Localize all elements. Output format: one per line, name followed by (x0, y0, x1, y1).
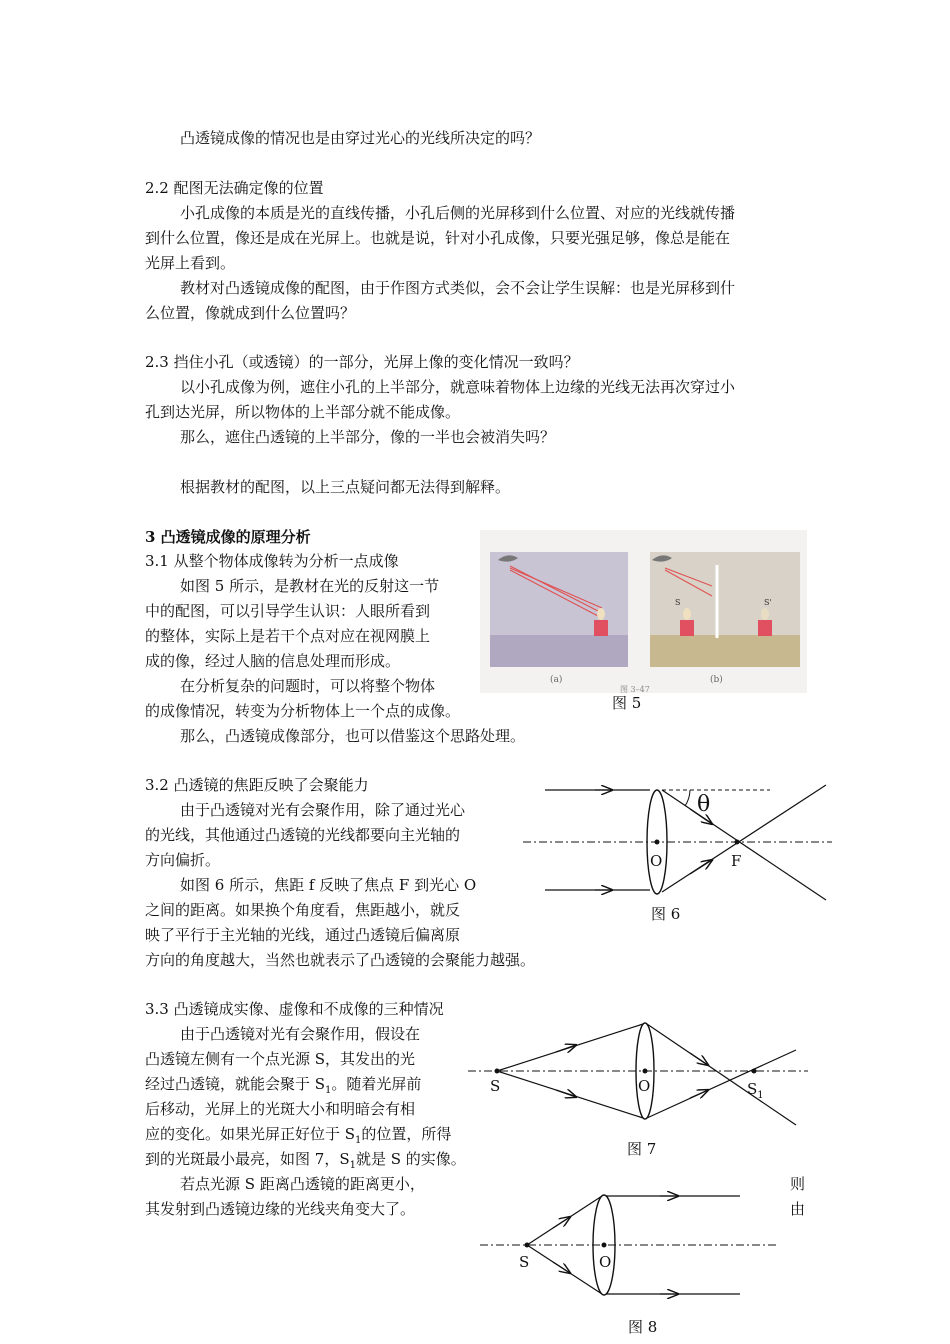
body-text: 由于凸透镜对光有会聚作用，假设在 (180, 1025, 421, 1043)
section-heading-3: 3 凸透镜成像的原理分析 (145, 528, 311, 546)
body-text: 那么，遮住凸透镜的上半部分，像的一半也会被消失吗？ (180, 428, 556, 446)
figure-8-o-label: O (599, 1253, 612, 1271)
body-text: 么位置，像就成到什么位置吗？ (145, 304, 356, 322)
body-text: 凸透镜成像的情况也是由穿过光心的光线所决定的吗？ (180, 129, 541, 147)
figure-7-s-label: S (490, 1077, 501, 1095)
body-text: 如图 5 所示，是教材在光的反射这一节 (180, 577, 440, 595)
body-text: 若点光源 S 距离凸透镜的距离更小， (180, 1175, 425, 1193)
figure-7-o-label: O (638, 1077, 651, 1095)
figure-6-theta: θ (697, 792, 711, 817)
figure-5-caption: 图 5 (612, 694, 642, 712)
body-text: 则 (790, 1175, 806, 1193)
section-heading-3-1: 3.1 从整个物体成像转为分析一点成像 (145, 552, 399, 570)
body-text: 凸透镜左侧有一个点光源 S，其发出的光 (145, 1050, 416, 1068)
figure-6-caption: 图 6 (651, 905, 681, 923)
body-text: 成的像，经过人脑的信息处理而形成。 (145, 652, 401, 670)
body-text: 的整体，实际上是若干个点对应在视网膜上 (145, 627, 431, 645)
figure-7-s1-label: $S_1$ (747, 1080, 764, 1101)
body-text: 教材对凸透镜成像的配图，由于作图方式类似，会不会让学生误解：也是光屏移到什 (180, 279, 736, 297)
figure-5-s-prime-label: S' (764, 598, 772, 607)
figure-5-panel-a-label: (a) (550, 675, 563, 685)
figure-6-f-label: F (731, 852, 742, 870)
body-text: 以小孔成像为例，遮住小孔的上半部分，就意味着物体上边缘的光线无法再次穿过小 (180, 378, 736, 396)
figure-5-panel-b-label: (b) (710, 675, 723, 685)
body-text: 经过凸透镜，就能会聚于 $S_1$。随着光屏前 (145, 1075, 422, 1096)
body-text: 后移动，光屏上的光斑大小和明暗会有相 (145, 1100, 416, 1118)
section-heading-2-2: 2.2 配图无法确定像的位置 (145, 179, 324, 197)
section-heading-3-2: 3.2 凸透镜的焦距反映了会聚能力 (145, 776, 369, 794)
body-text: 之间的距离。如果换个角度看，焦距越小，就反 (145, 901, 461, 919)
figure-5-book-label: 图 3–47 (620, 685, 650, 694)
section-heading-3-3: 3.3 凸透镜成实像、虚像和不成像的三种情况 (145, 1000, 444, 1018)
body-text: 如图 6 所示，焦距 f 反映了焦点 F 到光心 O (180, 876, 477, 894)
body-text: 方向的角度越大，当然也就表示了凸透镜的会聚能力越强。 (145, 951, 536, 969)
body-text: 小孔成像的本质是光的直线传播，小孔后侧的光屏移到什么位置、对应的光线就传播 (180, 204, 736, 222)
body-text: 光屏上看到。 (145, 254, 236, 272)
figure-6-o-label: O (650, 852, 663, 870)
figure-7-caption: 图 7 (627, 1140, 657, 1158)
body-text: 到的光斑最小最亮，如图 7，$S_1$就是 S 的实像。 (145, 1150, 466, 1171)
figure-8-s-label: S (519, 1253, 530, 1271)
body-text: 其发射到凸透镜边缘的光线夹角变大了。 (145, 1200, 416, 1218)
body-text: 方向偏折。 (145, 851, 221, 869)
figure-5-s-label: S (675, 598, 681, 607)
body-text: 孔到达光屏，所以物体的上半部分就不能成像。 (145, 403, 461, 421)
body-text: 由于凸透镜对光有会聚作用，除了通过光心 (180, 801, 466, 819)
figure-8-caption: 图 8 (628, 1318, 658, 1336)
body-text: 那么，凸透镜成像部分，也可以借鉴这个思路处理。 (180, 727, 526, 745)
body-text: 在分析复杂的问题时，可以将整个物体 (180, 677, 436, 695)
body-text: 的光线，其他通过凸透镜的光线都要向主光轴的 (145, 826, 461, 844)
body-text: 根据教材的配图，以上三点疑问都无法得到解释。 (180, 478, 511, 496)
body-text: 应的变化。如果光屏正好位于 $S_1$的位置，所得 (145, 1125, 452, 1146)
section-heading-2-3: 2.3 挡住小孔（或透镜）的一部分，光屏上像的变化情况一致吗？ (145, 353, 579, 371)
body-text: 中的配图，可以引导学生认识：人眼所看到 (145, 602, 431, 620)
body-text: 的成像情况，转变为分析物体上一个点的成像。 (145, 702, 461, 720)
body-text: 到什么位置，像还是成在光屏上。也就是说，针对小孔成像，只要光强足够，像总是能在 (145, 229, 731, 247)
body-text: 由 (790, 1200, 806, 1218)
body-text: 映了平行于主光轴的光线，通过凸透镜后偏离原 (145, 926, 461, 944)
